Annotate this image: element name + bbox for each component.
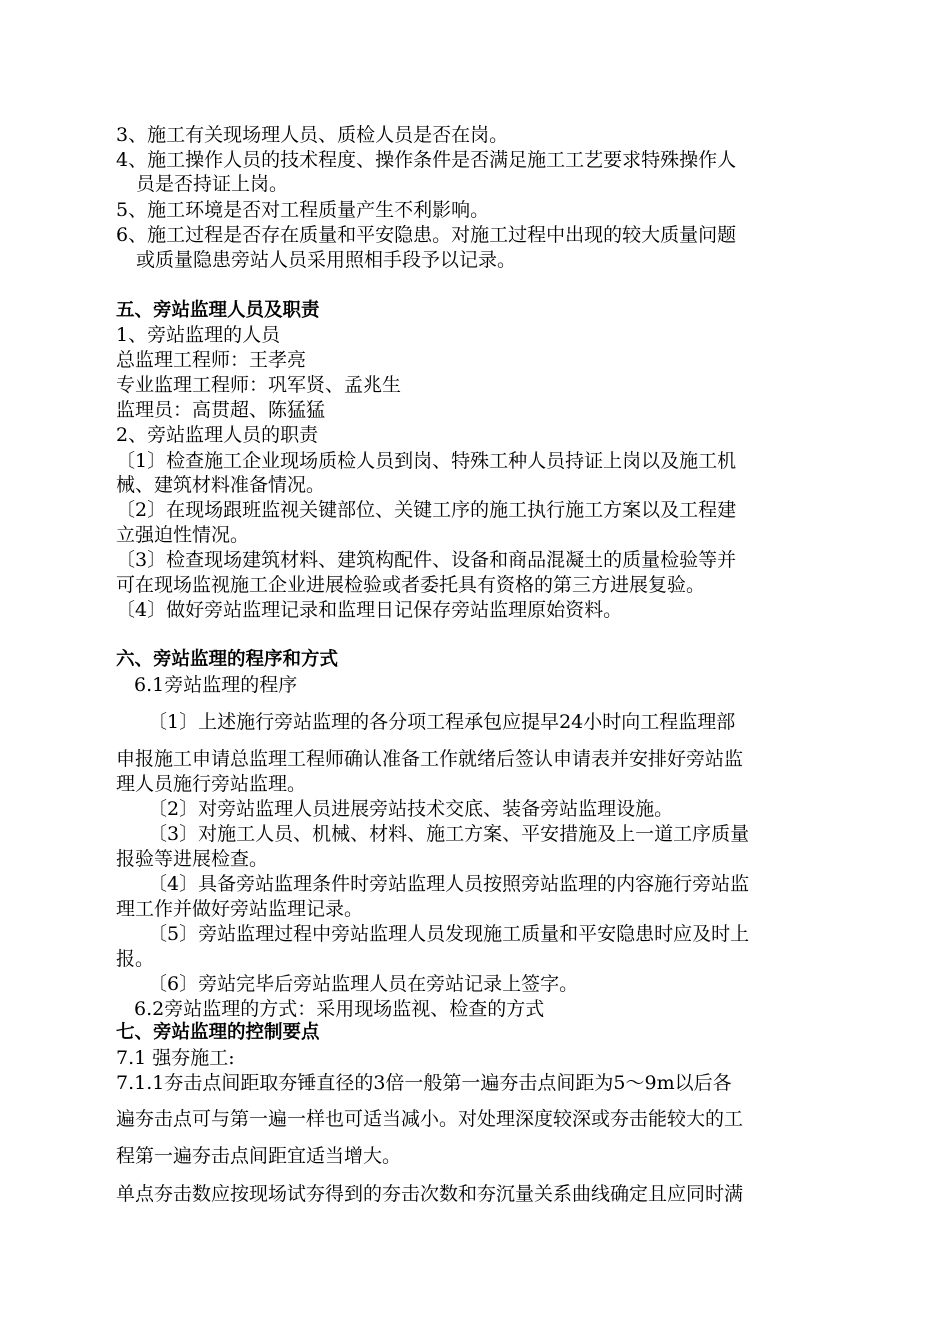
paragraph-line: 〔1〕上述施行旁站监理的各分项工程承包应提早24小时向工程监理部	[148, 711, 736, 733]
list-item-6-continued: 或质量隐患旁站人员采用照相手段予以记录。	[136, 249, 517, 271]
paragraph-line: 〔1〕检查施工企业现场质检人员到岗、特殊工种人员持证上岗以及施工机	[116, 450, 737, 472]
list-item-5: 5、施工环境是否对工程质量产生不利影响。	[116, 199, 490, 221]
paragraph-line: 械、建筑材料准备情况。	[116, 474, 326, 496]
paragraph-line: 1、旁站监理的人员	[116, 324, 281, 346]
paragraph-line: 可在现场监视施工企业进展检验或者委托具有资格的第三方进展复验。	[116, 574, 706, 596]
paragraph-line: 〔2〕在现场跟班监视关键部位、关键工序的施工执行施工方案以及工程建	[116, 499, 737, 521]
paragraph-line: 程第一遍夯击点间距宜适当增大。	[116, 1145, 402, 1167]
list-item-4-continued: 员是否持证上岗。	[136, 173, 289, 195]
subsection-heading: 7.1 强夯施工:	[116, 1047, 235, 1069]
paragraph-line: 报验等进展检查。	[116, 848, 269, 870]
paragraph-line: 〔2〕对旁站监理人员进展旁站技术交底、装备旁站监理设施。	[148, 798, 674, 820]
list-item-4: 4、施工操作人员的技术程度、操作条件是否满足施工工艺要求特殊操作人	[116, 149, 737, 171]
paragraph-line: 立强迫性情况。	[116, 524, 250, 546]
section-6-heading: 六、旁站监理的程序和方式	[116, 649, 339, 670]
paragraph-line: 理工作并做好旁站监理记录。	[116, 898, 364, 920]
paragraph-line: 7.1.1夯击点间距取夯锤直径的3倍一般第一遍夯击点间距为5～9m以后各	[116, 1072, 732, 1094]
section-7-heading: 七、旁站监理的控制要点	[116, 1022, 320, 1043]
subsection-heading: 6.1旁站监理的程序	[134, 674, 298, 696]
list-item-6: 6、施工过程是否存在质量和平安隐患。对施工过程中出现的较大质量问题	[116, 224, 737, 246]
paragraph-line: 专业监理工程师：巩军贤、孟兆生	[116, 374, 402, 396]
paragraph-line: 报。	[116, 948, 155, 970]
paragraph-line: 〔3〕检查现场建筑材料、建筑构配件、设备和商品混凝土的质量检验等并	[116, 549, 737, 571]
section-5-heading: 五、旁站监理人员及职责	[116, 300, 320, 321]
subsection-heading: 6.2旁站监理的方式：采用现场监视、检查的方式	[134, 998, 545, 1020]
paragraph-line: 理人员施行旁站监理。	[116, 773, 307, 795]
paragraph-line: 〔3〕对施工人员、机械、材料、施工方案、平安措施及上一道工序质量	[148, 823, 750, 845]
paragraph-line: 申报施工申请总监理工程师确认准备工作就绪后签认申请表并安排好旁站监	[116, 748, 744, 770]
paragraph-line: 〔4〕做好旁站监理记录和监理日记保存旁站监理原始资料。	[116, 599, 623, 621]
paragraph-line: 单点夯击数应按现场试夯得到的夯击次数和夯沉量关系曲线确定且应同时满	[116, 1183, 744, 1205]
paragraph-line: 〔5〕旁站监理过程中旁站监理人员发现施工质量和平安隐患时应及时上	[148, 923, 750, 945]
paragraph-line: 2、旁站监理人员的职责	[116, 424, 319, 446]
paragraph-line: 〔4〕具备旁站监理条件时旁站监理人员按照旁站监理的内容施行旁站监	[148, 873, 750, 895]
paragraph-line: 监理员：高贯超、陈猛猛	[116, 399, 326, 421]
list-item-3: 3、施工有关现场理人员、质检人员是否在岗。	[116, 124, 509, 146]
paragraph-line: 〔6〕旁站完毕后旁站监理人员在旁站记录上签字。	[148, 973, 579, 995]
paragraph-line: 总监理工程师：王孝亮	[116, 349, 307, 371]
paragraph-line: 遍夯击点可与第一遍一样也可适当减小。对处理深度较深或夯击能较大的工	[116, 1108, 744, 1130]
